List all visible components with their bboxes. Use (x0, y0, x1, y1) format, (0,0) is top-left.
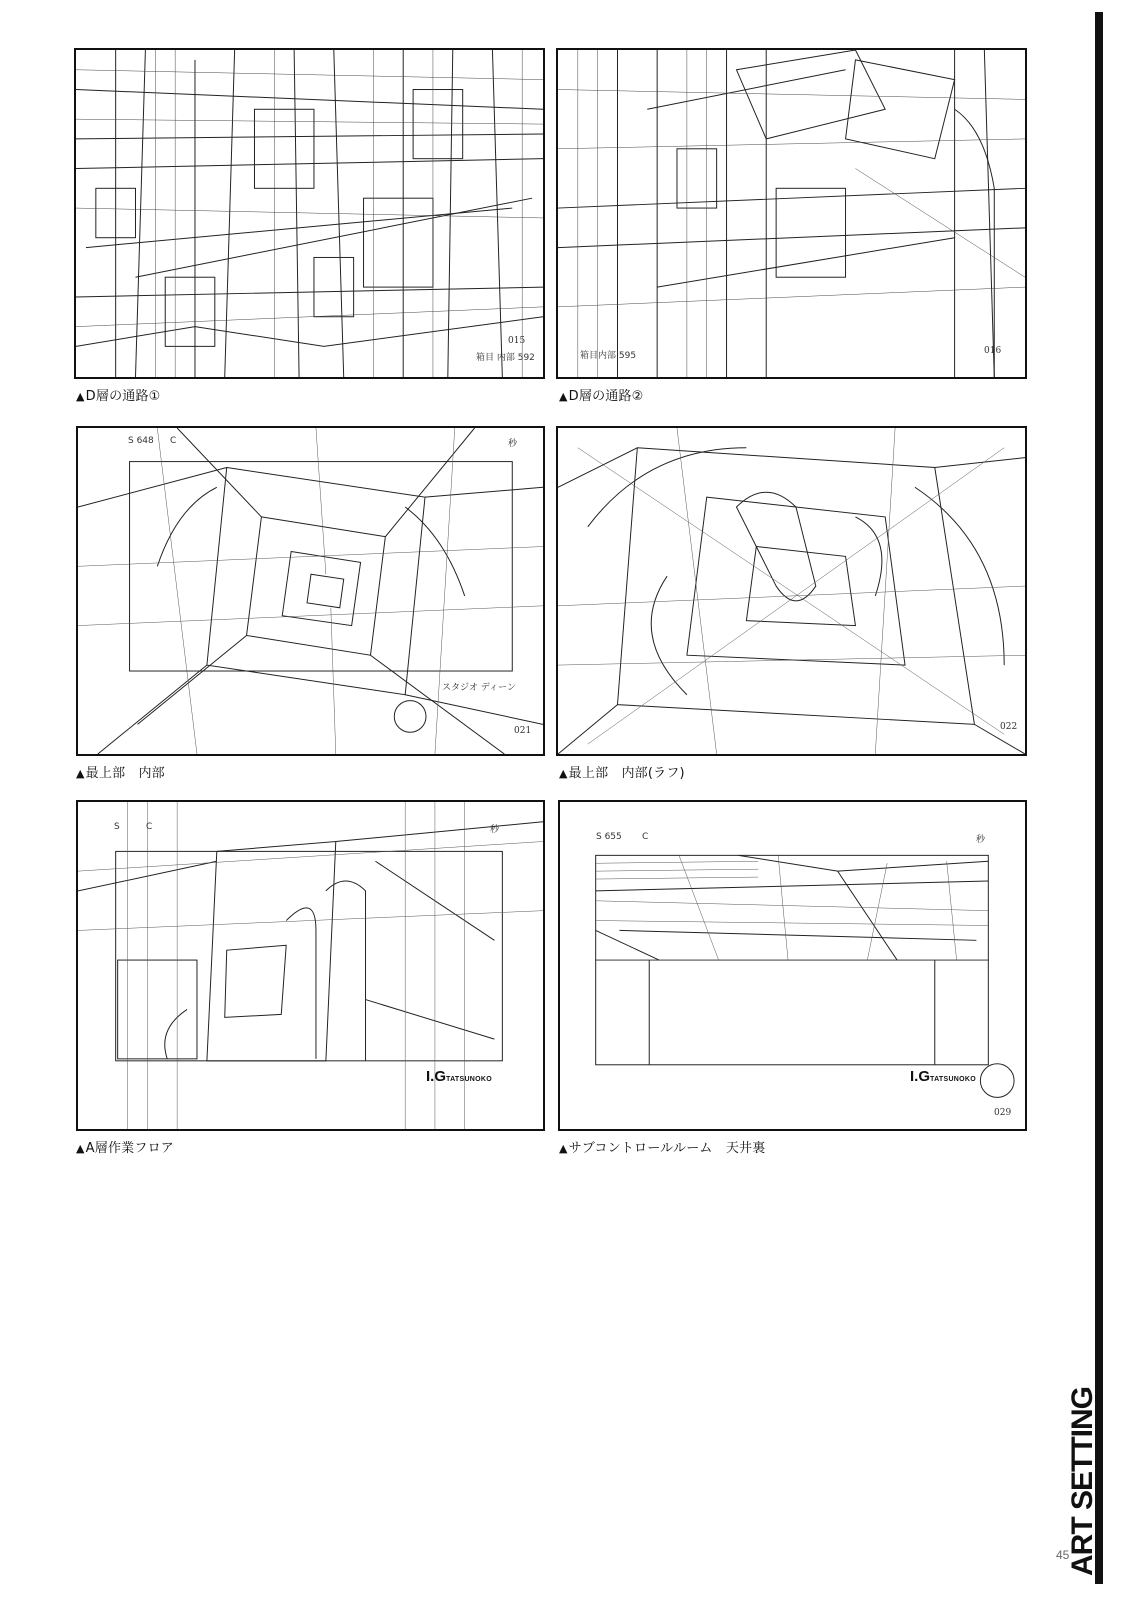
panel-number: 022 (1000, 722, 1018, 732)
slate-scene: S 648 (128, 436, 154, 446)
section-title: ART SETTING (1066, 1387, 1099, 1576)
slate-seconds: 秒 (508, 439, 518, 449)
panel-number: 016 (984, 346, 1002, 356)
panel-number: 015 (508, 336, 526, 346)
art-panel-2 (556, 48, 1027, 379)
triangle-marker-icon: ▲ (559, 1142, 568, 1155)
page-number: 45 (1056, 1548, 1070, 1562)
art-panel-3 (76, 426, 545, 756)
panel-caption: ▲A層作業フロア (76, 1141, 174, 1156)
sketch-top-interior-rough (558, 428, 1025, 754)
slate-scene: S 655 (596, 832, 622, 842)
panel-note: 箱目 内部 592 (476, 353, 535, 363)
panel-caption: ▲D層の通路② (559, 389, 644, 404)
sketch-top-interior (78, 428, 543, 754)
slate-cut: C (170, 436, 177, 446)
studio-note: スタジオ ディーン (442, 683, 516, 693)
panel-note: 箱目内部 595 (580, 351, 637, 361)
triangle-marker-icon: ▲ (559, 767, 568, 780)
panel-number: 029 (994, 1108, 1012, 1118)
art-panel-5 (76, 800, 545, 1131)
triangle-marker-icon: ▲ (76, 767, 85, 780)
panel-caption: ▲D層の通路① (76, 389, 161, 404)
slate-cut: C (642, 832, 649, 842)
triangle-marker-icon: ▲ (76, 1142, 85, 1155)
slate-seconds: 秒 (976, 835, 986, 845)
production-logo: I.GTATSUNOKO (910, 1068, 977, 1085)
slate-scene: S (114, 822, 120, 832)
art-panel-6 (558, 800, 1027, 1131)
triangle-marker-icon: ▲ (559, 390, 568, 403)
panel-caption: ▲サブコントロールルーム 天井裏 (559, 1141, 766, 1156)
panel-caption: ▲最上部 内部(ラフ) (559, 766, 685, 781)
sketch-d-layer-passage-1 (76, 50, 543, 377)
production-logo: I.GTATSUNOKO (426, 1068, 493, 1085)
slate-cut: C (146, 822, 153, 832)
triangle-marker-icon: ▲ (76, 390, 85, 403)
sketch-d-layer-passage-2 (558, 50, 1025, 377)
panel-caption: ▲最上部 内部 (76, 766, 165, 781)
art-panel-4 (556, 426, 1027, 756)
panel-number: 021 (514, 726, 532, 736)
section-side-bar (1095, 12, 1103, 1584)
slate-seconds: 秒 (490, 825, 500, 835)
art-panel-1 (74, 48, 545, 379)
